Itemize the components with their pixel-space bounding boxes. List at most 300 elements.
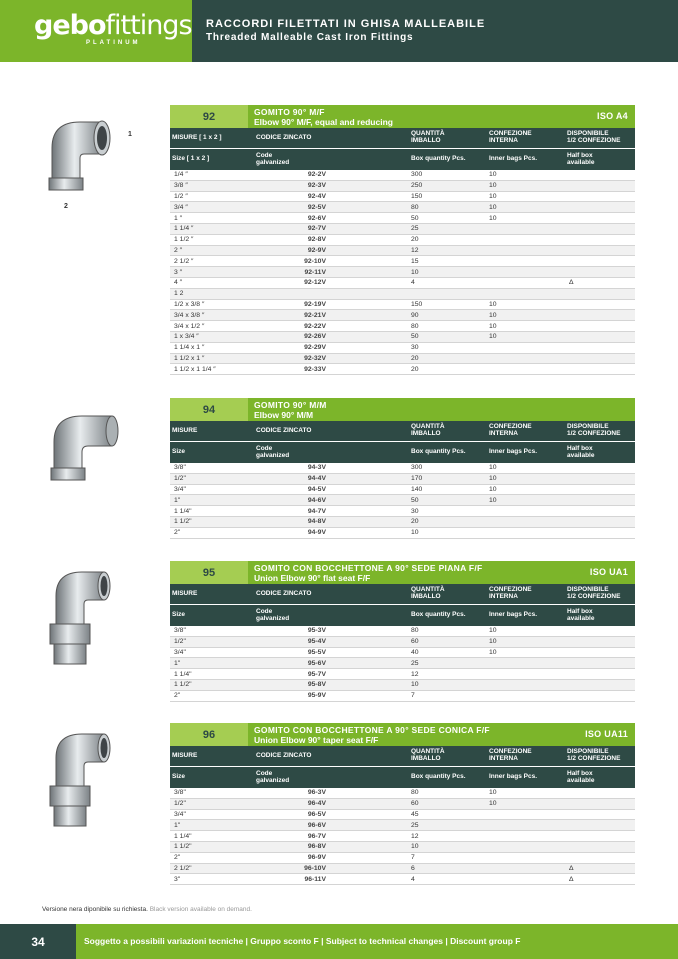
cell-code: 92-3V: [307, 182, 326, 190]
cell-size: 1 1/4": [174, 832, 192, 840]
header-row-en: [170, 442, 635, 463]
table-row: [170, 669, 635, 680]
cell-inner-bags: 10: [489, 333, 497, 341]
cell-code: 96-6V: [307, 821, 326, 829]
iso-standard: ISO UA1: [589, 567, 628, 577]
col-box-qty-it-1: QUANTITÀ: [411, 130, 445, 138]
col-half-it-2: 1/2 CONFEZIONE: [567, 755, 621, 762]
table-row: [170, 788, 635, 799]
col-half-it-1: DISPONIBILE: [567, 748, 609, 756]
cell-size: 1": [174, 496, 181, 504]
table-row: [170, 246, 635, 257]
cell-box-qty: 300: [411, 464, 423, 472]
product-name-it: GOMITO 90° M/M: [254, 400, 327, 410]
cell-inner-bags: 10: [489, 496, 497, 504]
cell-size: 3/4 x 3/8 ″: [174, 311, 205, 319]
cell-size: 3/4": [174, 485, 186, 493]
col-code-en: [254, 609, 409, 623]
header-row-it: [170, 421, 635, 442]
col-half-en-1: Half box: [567, 607, 593, 615]
table-row: [170, 192, 635, 203]
logo-text: [34, 12, 192, 39]
col-half-en-2: available: [567, 158, 595, 166]
cell-size: 1 2: [174, 290, 184, 298]
logo-subtitle: PLATINUM: [86, 40, 141, 46]
cell-code: 96-7V: [307, 832, 326, 840]
col-half-it: [565, 424, 635, 438]
cell-box-qty: 60: [411, 638, 419, 646]
header-title-it: RACCORDI FILETTATI IN GHISA MALLEABILE: [206, 18, 486, 30]
table-row: [170, 364, 635, 375]
col-size-en: Size [ 1 x 2 ]: [172, 155, 210, 163]
cell-box-qty: 12: [411, 246, 419, 254]
elbow-94-image: [42, 404, 122, 484]
col-code-en-1: Code: [256, 444, 273, 452]
cell-code: 92-12V: [304, 279, 326, 287]
table-row: [170, 648, 635, 659]
cell-inner-bags: 10: [489, 789, 497, 797]
cell-size: 2 1/2": [174, 864, 192, 872]
cell-box-qty: 140: [411, 485, 423, 493]
col-size-en: Size: [172, 448, 186, 456]
cell-size: 1/2 ″: [174, 192, 188, 200]
cell-code: 92-9V: [307, 246, 326, 254]
col-size-it: MISURE [ 1 x 2 ]: [172, 133, 222, 141]
cell-code: 92-10V: [304, 257, 326, 265]
col-code-en-2: galvanized: [256, 451, 290, 459]
cell-inner-bags: 10: [489, 475, 497, 483]
cell-size: 1 1/2": [174, 843, 192, 851]
col-inner-en: Inner bags Pcs.: [489, 155, 538, 163]
cell-box-qty: 40: [411, 648, 419, 656]
col-code-en: [254, 771, 409, 785]
logo-light: fittings: [105, 10, 192, 41]
cell-box-qty: 80: [411, 322, 419, 330]
cell-box-qty: 25: [411, 659, 419, 667]
col-box-qty-it-2: IMBALLO: [411, 137, 441, 144]
header-title-en: Threaded Malleable Cast Iron Fittings: [206, 32, 414, 43]
cell-size: 1 ″: [174, 214, 183, 222]
product-name-box: [248, 398, 635, 421]
table-row: [170, 343, 635, 354]
col-inner-it: [487, 131, 565, 145]
cell-box-qty: 80: [411, 789, 419, 797]
cell-code: 92-5V: [307, 203, 326, 211]
cell-code: 92-22V: [304, 322, 326, 330]
col-half-en: [565, 609, 635, 623]
table-row: [170, 810, 635, 821]
cell-half-box: Δ: [569, 279, 574, 287]
cell-size: 3/8": [174, 464, 186, 472]
cell-size: 1 1/2 x 1 1/4 ″: [174, 365, 216, 373]
col-size-it: MISURE: [172, 426, 198, 434]
cell-size: 1 1/4": [174, 507, 192, 515]
col-box-qty-it-1: QUANTITÀ: [411, 423, 445, 431]
image-label-1: 1: [128, 131, 132, 138]
col-box-qty-it-1: QUANTITÀ: [411, 748, 445, 756]
col-code-it: CODICE ZINCATO: [256, 133, 312, 141]
table-row: [170, 495, 635, 506]
col-inner-en: Inner bags Pcs.: [489, 773, 538, 781]
col-inner-it-1: CONFEZIONE: [489, 748, 532, 756]
table-header: [170, 128, 635, 170]
col-inner-it: [487, 587, 565, 601]
col-code-en-2: galvanized: [256, 614, 290, 622]
page-header: [0, 0, 678, 62]
col-box-qty-it: [409, 749, 487, 763]
cell-code: 92-11V: [304, 268, 326, 276]
cell-size: 2": [174, 692, 181, 700]
product-name-box: [248, 105, 635, 128]
cell-code: 92-8V: [307, 236, 326, 244]
product-table-92: [170, 105, 635, 375]
cell-code: 95-3V: [307, 627, 326, 635]
table-row: [170, 300, 635, 311]
col-code-en-1: Code: [256, 607, 273, 615]
col-box-qty-en: Box quantity Pcs.: [411, 611, 466, 619]
col-half-it-1: DISPONIBILE: [567, 586, 609, 594]
table-row: [170, 626, 635, 637]
product-name-box: [248, 723, 635, 746]
cell-box-qty: 25: [411, 821, 419, 829]
table-row: [170, 321, 635, 332]
col-box-qty-en: Box quantity Pcs.: [411, 448, 466, 456]
product-name-it: GOMITO 90° M/F: [254, 107, 325, 117]
col-code-en: [254, 153, 409, 167]
col-half-en: [565, 446, 635, 460]
table-row: [170, 831, 635, 842]
page-footer: [0, 924, 678, 959]
cell-code: 92-19V: [304, 300, 326, 308]
cell-code: 96-11V: [304, 875, 326, 883]
cell-size: 1 1/2": [174, 681, 192, 689]
cell-code: 94-6V: [307, 496, 326, 504]
cell-size: 1/2": [174, 638, 186, 646]
col-half-en-2: available: [567, 614, 595, 622]
cell-box-qty: 80: [411, 627, 419, 635]
cell-code: 92-32V: [304, 354, 326, 362]
cell-box-qty: 7: [411, 692, 415, 700]
col-inner-en: Inner bags Pcs.: [489, 448, 538, 456]
cell-inner-bags: 10: [489, 203, 497, 211]
product-table-94: [170, 398, 635, 539]
note-en: Black version available on demand.: [149, 906, 252, 913]
col-inner-it-2: INTERNA: [489, 137, 518, 144]
cell-box-qty: 90: [411, 311, 419, 319]
cell-code: 92-21V: [304, 311, 326, 319]
table-row: [170, 213, 635, 224]
logo-bold: gebo: [34, 10, 106, 41]
cell-size: 1 1/2": [174, 518, 192, 526]
footer-text: Soggetto a possibili variazioni tecniche | Gruppo sconto F | Subject to technical changes | Discount group F: [84, 936, 521, 946]
table-row: [170, 310, 635, 321]
cell-half-box: Δ: [569, 875, 574, 883]
product-name-it: GOMITO CON BOCCHETTONE A 90° SEDE PIANA F/F: [254, 563, 483, 573]
cell-code: 92-29V: [304, 344, 326, 352]
header-row-it: [170, 128, 635, 149]
cell-size: 2 1/2 ″: [174, 257, 194, 265]
cell-size: 1 1/2 ″: [174, 236, 194, 244]
table-row: [170, 874, 635, 885]
cell-code: 94-9V: [307, 529, 326, 537]
cell-box-qty: 6: [411, 864, 415, 872]
col-code-it: CODICE ZINCATO: [256, 589, 312, 597]
table-row: [170, 799, 635, 810]
cell-code: 96-9V: [307, 854, 326, 862]
col-code-it: CODICE ZINCATO: [256, 751, 312, 759]
table-row: [170, 354, 635, 365]
cell-inner-bags: 10: [489, 322, 497, 330]
col-inner-it: [487, 424, 565, 438]
table-row: [170, 517, 635, 528]
col-inner-en: Inner bags Pcs.: [489, 611, 538, 619]
table-row: [170, 235, 635, 246]
product-table-96: [170, 723, 635, 885]
cell-code: 96-10V: [304, 864, 326, 872]
cell-size: 1/2 x 3/8 ″: [174, 300, 205, 308]
table-row: [170, 278, 635, 289]
cell-code: 92-26V: [304, 333, 326, 341]
cell-box-qty: 30: [411, 344, 419, 352]
cell-box-qty: 7: [411, 854, 415, 862]
table-row: [170, 181, 635, 192]
header-row-en: [170, 149, 635, 170]
cell-size: 1/2": [174, 475, 186, 483]
col-box-qty-it-1: QUANTITÀ: [411, 586, 445, 594]
table-row: [170, 463, 635, 474]
elbow-92-image: [40, 108, 120, 198]
cell-size: 2": [174, 529, 181, 537]
image-label-2: 2: [64, 203, 68, 210]
cell-size: 3 ″: [174, 268, 183, 276]
cell-code: 96-5V: [307, 810, 326, 818]
cell-code: 95-7V: [307, 670, 326, 678]
cell-box-qty: 50: [411, 214, 419, 222]
col-inner-it-2: INTERNA: [489, 593, 518, 600]
cell-box-qty: 50: [411, 333, 419, 341]
col-code-en-2: galvanized: [256, 776, 290, 784]
col-half-en-1: Half box: [567, 769, 593, 777]
table-row: [170, 842, 635, 853]
table-row: [170, 267, 635, 278]
cell-inner-bags: 10: [489, 648, 497, 656]
cell-box-qty: 50: [411, 496, 419, 504]
col-size-en: Size: [172, 773, 186, 781]
col-half-it: [565, 587, 635, 601]
cell-inner-bags: 10: [489, 627, 497, 635]
table-body: [170, 170, 635, 375]
cell-inner-bags: 10: [489, 171, 497, 179]
cell-code: 94-3V: [307, 464, 326, 472]
col-half-it-1: DISPONIBILE: [567, 423, 609, 431]
cell-box-qty: 12: [411, 832, 419, 840]
table-row: [170, 637, 635, 648]
col-inner-it-2: INTERNA: [489, 430, 518, 437]
col-box-qty-it-2: IMBALLO: [411, 755, 441, 762]
col-size-en: Size: [172, 611, 186, 619]
col-code-en-1: Code: [256, 151, 273, 159]
col-code-en-1: Code: [256, 769, 273, 777]
cell-box-qty: 25: [411, 225, 419, 233]
cell-box-qty: 10: [411, 843, 419, 851]
cell-code: 96-4V: [307, 800, 326, 808]
product-name-it: GOMITO CON BOCCHETTONE A 90° SEDE CONICA F/F: [254, 725, 490, 735]
col-code-en: [254, 446, 409, 460]
cell-size: 1 x 3/4 ″: [174, 333, 199, 341]
cell-box-qty: 20: [411, 518, 419, 526]
col-half-it-2: 1/2 CONFEZIONE: [567, 137, 621, 144]
table-header: [170, 584, 635, 626]
col-half-en-2: available: [567, 451, 595, 459]
col-code-en-2: galvanized: [256, 158, 290, 166]
table-row: [170, 224, 635, 235]
product-title-bar: [170, 105, 635, 128]
cell-code: 95-8V: [307, 681, 326, 689]
gebo-logo: [0, 0, 192, 62]
cell-box-qty: 250: [411, 182, 423, 190]
cell-box-qty: 10: [411, 268, 419, 276]
col-half-en: [565, 153, 635, 167]
cell-size: 3/8 ″: [174, 182, 188, 190]
cell-box-qty: 80: [411, 203, 419, 211]
cell-size: 2 ″: [174, 246, 183, 254]
cell-code: 96-8V: [307, 843, 326, 851]
cell-box-qty: 170: [411, 475, 423, 483]
cell-size: 3/4 x 1/2 ″: [174, 322, 205, 330]
cell-code: 92-7V: [307, 225, 326, 233]
col-inner-it: [487, 749, 565, 763]
cell-box-qty: 10: [411, 529, 419, 537]
cell-box-qty: 60: [411, 800, 419, 808]
header-row-en: [170, 605, 635, 626]
cell-inner-bags: 10: [489, 485, 497, 493]
cell-box-qty: 15: [411, 257, 419, 265]
table-row: [170, 658, 635, 669]
table-row: [170, 691, 635, 702]
cell-code: 95-6V: [307, 659, 326, 667]
table-header: [170, 421, 635, 463]
table-row: [170, 170, 635, 181]
product-code: 95: [170, 561, 248, 584]
cell-code: 95-9V: [307, 692, 326, 700]
col-size-it: MISURE: [172, 589, 198, 597]
table-row: [170, 528, 635, 539]
col-inner-it-1: CONFEZIONE: [489, 423, 532, 431]
table-body: [170, 626, 635, 702]
availability-note: [42, 906, 252, 913]
product-table-95: [170, 561, 635, 702]
cell-size: 1": [174, 659, 181, 667]
col-inner-it-1: CONFEZIONE: [489, 586, 532, 594]
cell-inner-bags: 10: [489, 300, 497, 308]
table-row: [170, 202, 635, 213]
col-box-qty-it-2: IMBALLO: [411, 430, 441, 437]
cell-code: 92-6V: [307, 214, 326, 222]
cell-code: 92-33V: [304, 365, 326, 373]
product-name-en: Union Elbow 90° taper seat F/F: [254, 735, 379, 745]
col-box-qty-it-2: IMBALLO: [411, 593, 441, 600]
col-half-en: [565, 771, 635, 785]
table-header: [170, 746, 635, 788]
cell-size: 3/8": [174, 789, 186, 797]
col-half-it-2: 1/2 CONFEZIONE: [567, 430, 621, 437]
cell-box-qty: 20: [411, 236, 419, 244]
product-name-en: Elbow 90° M/M: [254, 410, 314, 420]
cell-size: 3/4": [174, 648, 186, 656]
col-box-qty-it: [409, 587, 487, 601]
product-code: 96: [170, 723, 248, 746]
table-row: [170, 474, 635, 485]
cell-half-box: Δ: [569, 864, 574, 872]
cell-box-qty: 10: [411, 681, 419, 689]
note-it: Versione nera diponibile su richiesta.: [42, 906, 148, 913]
cell-code: 96-3V: [307, 789, 326, 797]
product-name-en: Union Elbow 90° flat seat F/F: [254, 573, 371, 583]
table-row: [170, 506, 635, 517]
product-title-bar: [170, 723, 635, 746]
cell-box-qty: 12: [411, 670, 419, 678]
cell-size: 1 1/2 x 1 ″: [174, 354, 205, 362]
table-row: [170, 820, 635, 831]
cell-size: 3": [174, 875, 181, 883]
cell-code: 94-8V: [307, 518, 326, 526]
cell-size: 3/8": [174, 627, 186, 635]
cell-size: 1 1/4": [174, 670, 192, 678]
product-name-en: Elbow 90° M/F, equal and reducing: [254, 117, 393, 127]
col-box-qty-it: [409, 131, 487, 145]
header-row-it: [170, 584, 635, 605]
cell-inner-bags: 10: [489, 214, 497, 222]
col-half-it-1: DISPONIBILE: [567, 130, 609, 138]
table-row: [170, 680, 635, 691]
table-row: [170, 289, 635, 300]
cell-code: 94-4V: [307, 475, 326, 483]
cell-size: 1 1/4 x 1 ″: [174, 344, 205, 352]
col-half-it: [565, 131, 635, 145]
cell-code: 95-4V: [307, 638, 326, 646]
product-code: 92: [170, 105, 248, 128]
table-row: [170, 864, 635, 875]
cell-size: 1/2": [174, 800, 186, 808]
col-code-it: CODICE ZINCATO: [256, 426, 312, 434]
table-row: [170, 853, 635, 864]
product-title-bar: [170, 561, 635, 584]
page-number: 34: [0, 924, 76, 959]
col-half-en-1: Half box: [567, 444, 593, 452]
cell-box-qty: 45: [411, 810, 419, 818]
col-half-en-2: available: [567, 776, 595, 784]
cell-size: 3/4 ″: [174, 203, 188, 211]
cell-inner-bags: 10: [489, 638, 497, 646]
col-inner-it-2: INTERNA: [489, 755, 518, 762]
cell-box-qty: 30: [411, 507, 419, 515]
cell-box-qty: 150: [411, 300, 423, 308]
cell-inner-bags: 10: [489, 182, 497, 190]
cell-box-qty: 300: [411, 171, 423, 179]
table-body: [170, 463, 635, 539]
table-body: [170, 788, 635, 885]
table-row: [170, 332, 635, 343]
table-row: [170, 256, 635, 267]
cell-inner-bags: 10: [489, 192, 497, 200]
iso-standard: ISO UA11: [585, 729, 628, 739]
product-code: 94: [170, 398, 248, 421]
cell-size: 1": [174, 821, 181, 829]
cell-box-qty: 150: [411, 192, 423, 200]
cell-box-qty: 4: [411, 279, 415, 287]
col-half-en-1: Half box: [567, 151, 593, 159]
iso-standard: ISO A4: [597, 111, 628, 121]
